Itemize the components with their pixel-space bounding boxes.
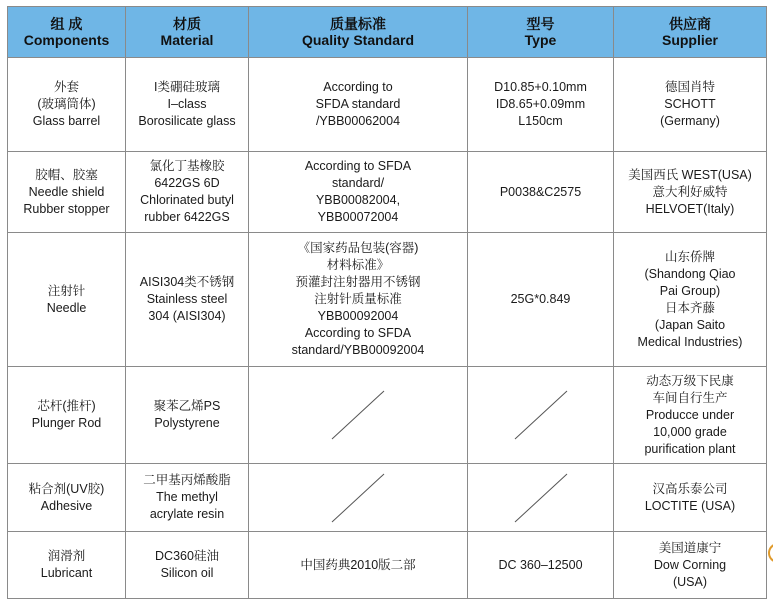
type-line: L150cm bbox=[518, 114, 563, 128]
material-line: Polystyrene bbox=[154, 416, 220, 430]
material-line: The methyl bbox=[156, 490, 218, 504]
component-line: Lubricant bbox=[40, 566, 93, 580]
cell-type bbox=[468, 367, 614, 464]
supplier-line: Medical Industries) bbox=[637, 334, 743, 349]
not-applicable-slash-icon bbox=[330, 472, 386, 524]
supplier-line: 德国肖特 bbox=[664, 80, 715, 94]
table-row bbox=[8, 233, 767, 367]
material-line: 6422GS 6D bbox=[154, 176, 220, 190]
type-line: ID8.65+0.09mm bbox=[495, 97, 586, 111]
supplier-line: SCHOTT bbox=[664, 97, 716, 111]
not-applicable-slash-icon bbox=[513, 472, 569, 524]
supplier-line: 车间自行生产 bbox=[652, 390, 728, 405]
supplier-line: Dow Corning bbox=[653, 557, 727, 572]
supplier-line: 10,000 grade bbox=[653, 424, 727, 439]
standard-line: SFDA standard bbox=[315, 97, 401, 111]
cell-supplier bbox=[614, 233, 767, 367]
standard-line: /YBB00062004 bbox=[315, 114, 401, 128]
material-line: 聚苯乙烯PS bbox=[153, 399, 221, 413]
supplier-line: LOCTITE (USA) bbox=[644, 498, 736, 513]
cell-component bbox=[8, 152, 126, 233]
cell-supplier bbox=[614, 367, 767, 464]
cell-component bbox=[8, 233, 126, 367]
edge-decoration bbox=[768, 543, 773, 563]
header-standard-en: Quality Standard bbox=[301, 32, 415, 48]
header-components-en: Components bbox=[23, 32, 110, 48]
header-standard-zh: 质量标准 bbox=[330, 16, 386, 32]
cell-material bbox=[126, 532, 249, 599]
header-components-zh: 组 成 bbox=[50, 16, 83, 32]
cell-standard bbox=[249, 58, 468, 152]
header-supplier-zh: 供应商 bbox=[669, 16, 711, 32]
component-line: (玻璃筒体) bbox=[37, 97, 96, 111]
material-line: acrylate resin bbox=[149, 507, 225, 521]
standard-line: According to SFDA bbox=[304, 326, 412, 340]
cell-type bbox=[468, 152, 614, 233]
component-line: 粘合剂(UV胶) bbox=[28, 481, 105, 496]
material-line: Silicon oil bbox=[160, 566, 214, 580]
supplier-line: 意大利好威特 bbox=[652, 184, 728, 199]
cell-supplier bbox=[614, 152, 767, 233]
material-line: 二甲基丙烯酸脂 bbox=[143, 473, 231, 487]
supplier-line: Producce under bbox=[645, 407, 735, 422]
not-applicable-slash-icon bbox=[330, 389, 386, 441]
standard-line: YBB00082004, bbox=[315, 193, 401, 207]
supplier-line: HELVOET(Italy) bbox=[645, 201, 735, 216]
header-type bbox=[468, 7, 614, 58]
standard-line: According to bbox=[323, 80, 393, 94]
header-components bbox=[8, 7, 126, 58]
supplier-line: purification plant bbox=[644, 441, 736, 456]
standard-line: 注射针质量标准 bbox=[314, 292, 402, 306]
standard-line: YBB00072004 bbox=[317, 210, 399, 224]
header-supplier-en: Supplier bbox=[661, 32, 718, 48]
standard-line: According to SFDA bbox=[304, 159, 412, 173]
type-line: P0038&C2575 bbox=[499, 184, 582, 199]
type-line: 25G*0.849 bbox=[510, 292, 571, 306]
supplier-line: (Japan Saito bbox=[654, 317, 726, 332]
component-line: Plunger Rod bbox=[31, 416, 102, 430]
cell-type bbox=[468, 532, 614, 599]
supplier-line: 美国西氏 WEST(USA) bbox=[628, 167, 752, 182]
component-line: 外套 bbox=[53, 80, 79, 94]
cell-supplier bbox=[614, 464, 767, 532]
header-quality-standard bbox=[249, 7, 468, 58]
cell-component bbox=[8, 58, 126, 152]
standard-line: 中国药典2010版二部 bbox=[300, 557, 416, 572]
cell-material bbox=[126, 367, 249, 464]
cell-standard bbox=[249, 233, 468, 367]
header-material-zh: 材质 bbox=[173, 16, 201, 32]
supplier-line: 山东侨牌 bbox=[664, 249, 715, 264]
cell-supplier bbox=[614, 532, 767, 599]
standard-line: standard/ bbox=[331, 176, 385, 190]
table-row bbox=[8, 58, 767, 152]
component-line: 注射针 bbox=[47, 283, 86, 298]
header-row bbox=[8, 7, 767, 58]
material-line: Chlorinated butyl bbox=[140, 193, 234, 207]
cell-supplier bbox=[614, 58, 767, 152]
type-line: DC 360–12500 bbox=[498, 557, 583, 572]
material-line: Stainless steel bbox=[146, 292, 228, 306]
material-line: I–class bbox=[167, 97, 207, 111]
standard-line: standard/YBB00092004 bbox=[291, 343, 425, 357]
header-type-zh: 型号 bbox=[526, 16, 555, 32]
material-line: Borosilicate glass bbox=[138, 114, 236, 128]
cell-component bbox=[8, 532, 126, 599]
cell-standard bbox=[249, 367, 468, 464]
component-line: 芯杆(推杆) bbox=[37, 399, 96, 413]
table-row bbox=[8, 464, 767, 532]
cell-material bbox=[126, 233, 249, 367]
material-line: I类硼硅玻璃 bbox=[154, 80, 220, 94]
table-row bbox=[8, 152, 767, 233]
component-line: Rubber stopper bbox=[23, 201, 110, 216]
not-applicable-slash-icon bbox=[513, 389, 569, 441]
cell-standard bbox=[249, 532, 468, 599]
material-line: AISI304类不锈钢 bbox=[139, 275, 235, 289]
standard-line: 《国家药品包装(容器) bbox=[297, 241, 419, 255]
supplier-line: Pai Group) bbox=[659, 283, 721, 298]
material-line: 氯化丁基橡胶 bbox=[149, 159, 225, 173]
standard-line: 材料标准》 bbox=[326, 258, 390, 272]
components-table bbox=[7, 6, 767, 599]
component-line: Glass barrel bbox=[32, 114, 101, 128]
cell-type bbox=[468, 58, 614, 152]
supplier-line: (Shandong Qiao bbox=[644, 266, 736, 281]
supplier-line: 美国道康宁 bbox=[658, 540, 722, 555]
table-row bbox=[8, 367, 767, 464]
cell-type bbox=[468, 233, 614, 367]
material-line: rubber 6422GS bbox=[144, 210, 230, 224]
type-line: D10.85+0.10mm bbox=[494, 80, 587, 94]
supplier-line: 汉高乐泰公司 bbox=[652, 481, 728, 496]
header-material bbox=[126, 7, 249, 58]
supplier-line: (USA) bbox=[672, 574, 708, 589]
cell-material bbox=[126, 58, 249, 152]
standard-line: YBB00092004 bbox=[317, 309, 399, 323]
cell-material bbox=[126, 464, 249, 532]
cell-type bbox=[468, 464, 614, 532]
material-line: DC360硅油 bbox=[155, 549, 219, 563]
cell-standard bbox=[249, 464, 468, 532]
component-line: Needle shield bbox=[28, 184, 105, 199]
table-body bbox=[8, 58, 767, 599]
component-line: 胶帽、胶塞 bbox=[35, 167, 98, 182]
supplier-line: 日本齐藤 bbox=[664, 300, 715, 315]
supplier-line: (Germany) bbox=[660, 114, 720, 128]
table-row bbox=[8, 532, 767, 599]
cell-component bbox=[8, 367, 126, 464]
material-line: 304 (AISI304) bbox=[148, 309, 226, 323]
cell-material bbox=[126, 152, 249, 233]
header-supplier bbox=[614, 7, 767, 58]
component-line: 润滑剂 bbox=[47, 549, 86, 563]
component-line: Needle bbox=[46, 300, 87, 315]
header-type-en: Type bbox=[524, 32, 557, 48]
supplier-line: 动态万级下民康 bbox=[646, 373, 734, 388]
standard-line: 预灌封注射器用不锈钢 bbox=[295, 275, 421, 289]
cell-component bbox=[8, 464, 126, 532]
cell-standard bbox=[249, 152, 468, 233]
component-line: Adhesive bbox=[40, 498, 93, 513]
header-material-en: Material bbox=[160, 32, 214, 48]
